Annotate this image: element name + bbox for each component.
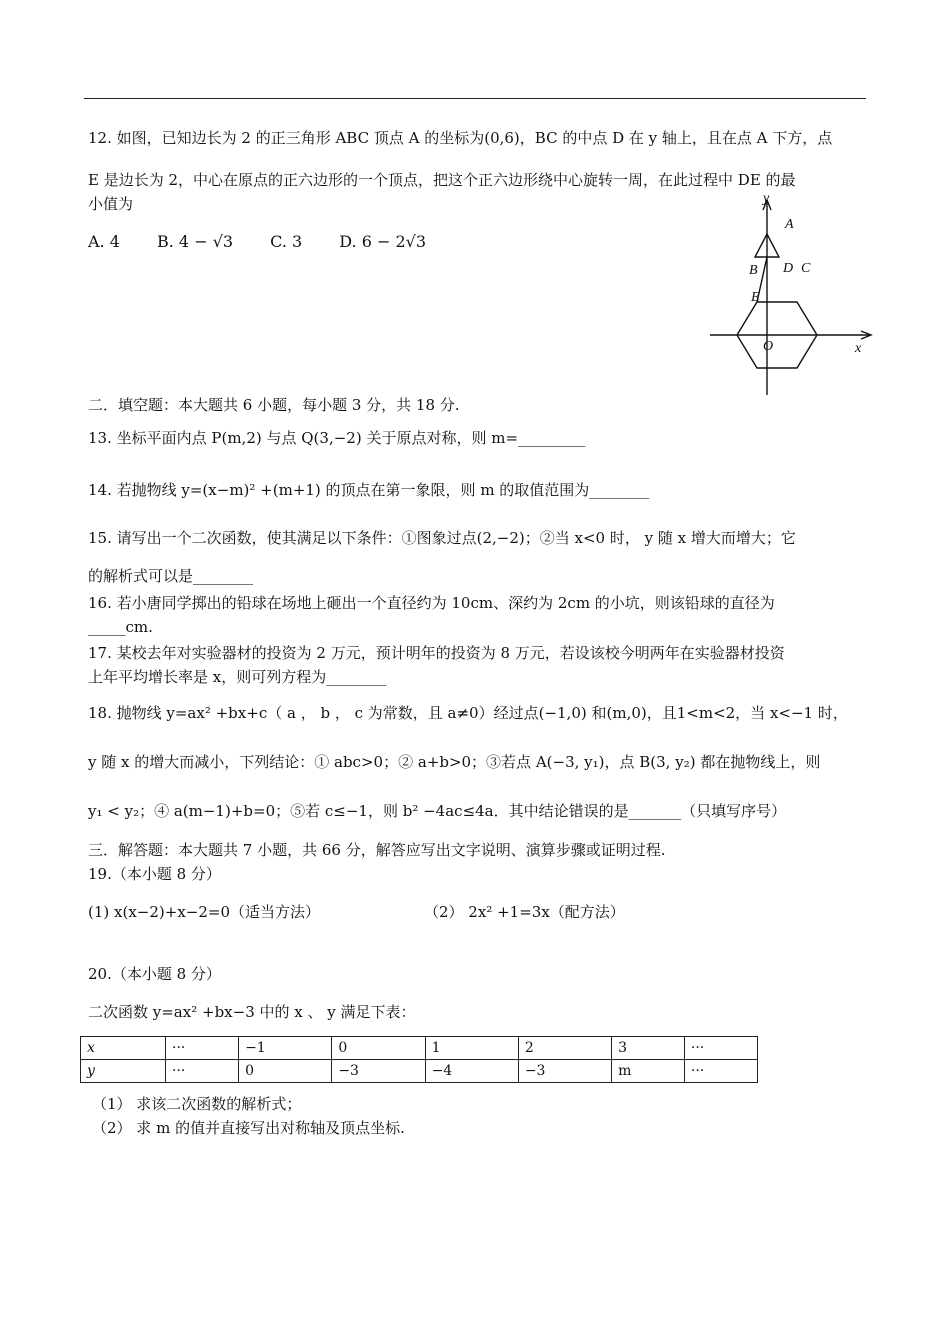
table-cell: −3 [518, 1060, 611, 1083]
table-cell: −4 [425, 1060, 518, 1083]
q16-line2: _____cm. [88, 618, 153, 636]
q12-figure [705, 190, 875, 400]
table-cell: −3 [332, 1060, 425, 1083]
q20-sub1: （1） 求该二次函数的解析式； [92, 1095, 302, 1113]
table-cell: ··· [166, 1060, 239, 1083]
table-cell: ··· [166, 1037, 239, 1060]
table-cell: ··· [684, 1060, 757, 1083]
table-cell: 2 [518, 1037, 611, 1060]
q14: 14. 若抛物线 y=(x−m)² +(m+1) 的顶点在第一象限，则 m 的取值范围为________ [88, 481, 650, 499]
q12-options [88, 232, 458, 252]
header-rule [84, 98, 866, 99]
table-cell: 3 [612, 1037, 685, 1060]
label-b: B [749, 263, 758, 278]
table-row-y [81, 1060, 758, 1083]
section3-heading: 三．解答题：本大题共 7 小题，共 66 分，解答应写出文字说明、演算步骤或证明过程. [88, 841, 666, 859]
q12-line3: 小值为 [88, 195, 134, 213]
q15-line2: 的解析式可以是________ [88, 567, 254, 585]
q20-table [80, 1036, 758, 1083]
table-cell: ··· [684, 1037, 757, 1060]
q17-line2: 上年平均增长率是 x，则可列方程为________ [88, 668, 387, 686]
label-y: y [763, 191, 770, 206]
section2-heading: 二．填空题：本大题共 6 小题，每小题 3 分，共 18 分. [88, 396, 460, 414]
q20-sub2: （2） 求 m 的值并直接写出对称轴及顶点坐标. [92, 1119, 405, 1137]
label-d: D [783, 261, 794, 276]
q16-line1: 16. 若小唐同学掷出的铅球在场地上砸出一个直径约为 10cm、深约为 2cm 的小坑，则该铅球的直径为 [88, 594, 775, 612]
q12-option-b: B. 4 − √3 [157, 232, 234, 251]
table-cell: 0 [332, 1037, 425, 1060]
table-cell: 1 [425, 1037, 518, 1060]
label-c: C [801, 261, 811, 276]
table-row-x [81, 1037, 758, 1060]
table-cell: 0 [239, 1060, 332, 1083]
q15-line1: 15. 请写出一个二次函数，使其满足以下条件：①图象过点(2,−2)；②当 x<0 时， y 随 x 增大而增大；它 [88, 529, 796, 547]
table-cell: −1 [239, 1037, 332, 1060]
q12-option-c: C. 3 [270, 232, 303, 251]
label-a: A [785, 217, 794, 232]
table-cell: x [81, 1037, 166, 1060]
table-cell: m [612, 1060, 685, 1083]
table-cell: y [81, 1060, 166, 1083]
label-e: E [751, 290, 760, 305]
q13: 13. 坐标平面内点 P(m,2) 与点 Q(3,−2) 关于原点对称，则 m=_________ [88, 429, 586, 447]
q18-line2: y 随 x 的增大而减小，下列结论：① abc>0；② a+b>0；③若点 A(−3, y₁)，点 B(3, y₂) 都在抛物线上，则 [88, 753, 821, 771]
q20-intro: 二次函数 y=ax² +bx−3 中的 x 、 y 满足下表： [88, 1003, 416, 1021]
q19-heading: 19.（本小题 8 分） [88, 865, 221, 883]
q19-part2: （2） 2x² +1=3x（配方法） [424, 903, 625, 921]
q18-line1: 18. 抛物线 y=ax² +bx+c（ a ， b ， c 为常数，且 a≠0）经过点(−1,0) 和(m,0)，且1<m<2，当 x<−1 时， [88, 704, 848, 722]
q17-line1: 17. 某校去年对实验器材的投资为 2 万元，预计明年的投资为 8 万元，若设该校今明两年在实验器材投资 [88, 644, 785, 662]
q12-option-d: D. 6 − 2√3 [339, 232, 427, 251]
label-o: O [763, 339, 774, 354]
q18-line3: y₁ < y₂；④ a(m−1)+b=0；⑤若 c≤−1，则 b² −4ac≤4a．其中结论错误的是_______（只填写序号） [88, 802, 787, 820]
q12-line2: E 是边长为 2，中心在原点的正六边形的一个顶点，把这个正六边形绕中心旋转一周，在此过程中 DE 的最 [88, 171, 796, 189]
q20-heading: 20.（本小题 8 分） [88, 965, 221, 983]
label-x: x [855, 341, 862, 356]
q12-option-a: A. 4 [88, 232, 120, 251]
q19-part1: (1) x(x−2)+x−2=0（适当方法） [88, 903, 321, 921]
q12-line1: 12. 如图，已知边长为 2 的正三角形 ABC 顶点 A 的坐标为(0,6)，BC 的中点 D 在 y 轴上，且在点 A 下方，点 [88, 129, 833, 147]
